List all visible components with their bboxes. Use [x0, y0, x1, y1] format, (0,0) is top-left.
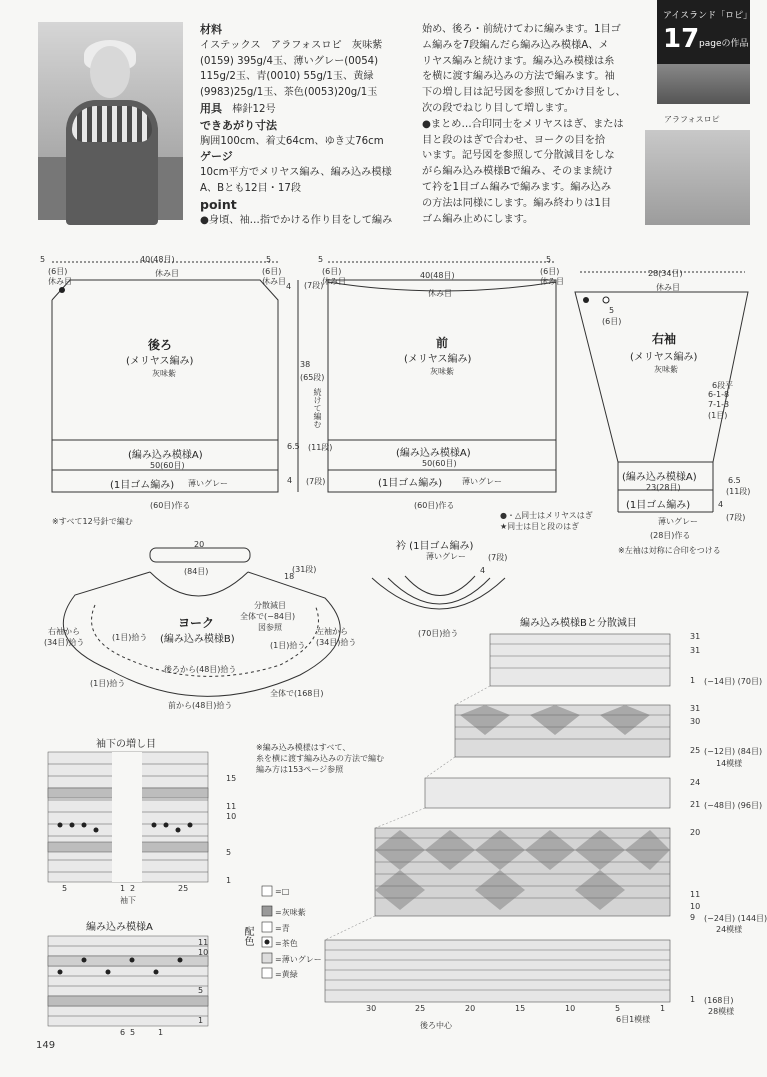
instruction-line: を横に渡す編み込みの方法で編みます。袖 — [422, 71, 615, 83]
yoke-h31: (31段) — [292, 565, 317, 574]
increase-col: 25 — [178, 884, 189, 893]
materials-line: (9983)25g/1玉、茶色(0053)20g/1玉 — [200, 87, 378, 99]
chart-b-row: 31 — [690, 704, 701, 713]
yoke-h18: 18 — [284, 572, 295, 581]
sleeve-title: 右袖 — [652, 332, 677, 346]
tools-heading: 用具 — [200, 101, 222, 115]
size-text: 胸囲100cm、着丈64cm、ゆき丈76cm — [200, 135, 384, 147]
yoke-top: (84目) — [184, 567, 209, 576]
chart-b-note: 28模様 — [708, 1007, 735, 1016]
collar-color: 薄いグレー — [426, 552, 466, 561]
instruction-line: います。記号図を参照して分散減目をしな — [422, 150, 615, 162]
dim-h1b: (7段) — [304, 281, 324, 290]
sleeve-cast: (28目)作る — [650, 531, 691, 540]
size-heading: できあがり寸法 — [200, 118, 277, 132]
instruction-line: ム編みを7段編んだら編み込み模様A、メ — [422, 39, 609, 51]
instruction-line: 始め、後ろ・前続けてわに編みます。1目ゴ — [422, 24, 621, 35]
chart-b-note: (−14目) (70目) — [704, 677, 763, 686]
yoke-back: 後ろから(48目)拾う — [164, 665, 237, 674]
dim-h4: 4 — [287, 476, 293, 485]
chart-b-col: 5 — [615, 1004, 621, 1013]
swatch-label: アラフォスロピ — [664, 115, 720, 124]
sleeve-rest: 休み目 — [656, 283, 680, 292]
chart-b-row: 30 — [690, 717, 701, 726]
legend-item: =青 — [275, 924, 290, 933]
front-pattern-a: (編み込み模様A) — [396, 448, 471, 459]
sleeve-outline — [575, 292, 748, 462]
front-edge: 休み目 — [322, 277, 346, 286]
chart-b-col: 10 — [565, 1004, 576, 1013]
chart-b-grid — [325, 634, 670, 1002]
instruction-line: ●まとめ…合印同士をメリヤスはぎ、または — [422, 118, 624, 130]
legend-item: =黄緑 — [275, 970, 298, 979]
chart-a-col: 5 — [130, 1028, 136, 1037]
yoke-pick-l: (34目)拾う — [316, 638, 357, 647]
chart-b-note: (−48目) (96目) — [704, 801, 763, 810]
front-rest: 休み目 — [428, 289, 452, 298]
increase-row: 11 — [226, 802, 237, 811]
sleeve-count: 23(28目) — [646, 483, 681, 492]
marker-dot — [603, 297, 609, 303]
legend-title: 配色 — [242, 926, 253, 946]
chart-b-center: 後ろ中心 — [420, 1021, 452, 1030]
yoke-one: (1目)拾う — [90, 679, 126, 688]
back-edge: 5 — [40, 255, 46, 264]
sleeve-top: 28(34目) — [648, 269, 683, 278]
sleeve-inc: 7-1-3 — [708, 400, 730, 409]
increase-col: 2 — [130, 884, 136, 893]
collar-count: (70目)拾う — [418, 629, 459, 638]
increase-col: 1 — [120, 884, 126, 893]
front-stitch: (メリヤス編み) — [404, 354, 472, 365]
yoke-pattern: (編み込み模様B) — [160, 634, 235, 645]
instruction-line: 次の段でねじり目して増します。 — [422, 102, 574, 114]
sleeve-rib: (1目ゴム編み) — [626, 500, 691, 511]
legend-item: =□ — [275, 887, 290, 896]
increase-mark: 袖下 — [120, 896, 136, 905]
legend-item: =薄いグレー — [275, 955, 322, 964]
sleeve-stitch: (メリヤス編み) — [630, 352, 698, 363]
sleeve-inc: (1目) — [708, 411, 728, 420]
materials-line: 115g/2玉、青(0010) 55g/1玉、黄緑 — [200, 71, 374, 83]
collar-h4: 4 — [480, 566, 486, 575]
materials-line: イステックス アラフォスロピ 灰味紫 — [200, 39, 383, 51]
yoke-width: 20 — [194, 540, 205, 549]
yoke-dist: 全体で(−84目) — [240, 612, 296, 621]
front-edge: 5 — [318, 255, 324, 264]
back-count: 50(60目) — [150, 461, 185, 470]
chart-a-row: 10 — [198, 948, 209, 957]
front-edge: 5 — [546, 255, 552, 264]
sleeve-inc: 6-1-8 — [708, 390, 730, 399]
chart-b-row: 31 — [690, 632, 701, 641]
chart-a-col: 1 — [158, 1028, 164, 1037]
chart-b-col: 1 — [660, 1004, 666, 1013]
increase-col: 5 — [62, 884, 68, 893]
front-title: 前 — [436, 336, 449, 350]
collar-h7: (7段) — [488, 553, 508, 562]
back-title: 後ろ — [148, 338, 173, 352]
sleeve-color: 灰味紫 — [654, 365, 678, 374]
chart-a-row: 5 — [198, 986, 204, 995]
chart-a — [48, 936, 208, 1026]
back-width: 40(48目) — [140, 255, 175, 264]
series-number: 17 — [663, 24, 700, 54]
gauge-heading: ゲージ — [200, 150, 233, 164]
chart-b-repeat: 6目1模様 — [616, 1015, 651, 1024]
chart-b-row: 11 — [690, 890, 701, 899]
marker-dot — [59, 287, 65, 293]
yoke-dist: 分散減目 — [254, 601, 286, 610]
front-edge: (6目) — [540, 267, 560, 276]
marker-dot — [583, 297, 589, 303]
dim-h1: 4 — [286, 282, 292, 291]
yoke-dist: 図参照 — [258, 623, 282, 632]
sleeve-inc: 6段平 — [712, 381, 734, 390]
back-cast: (60目)作る — [150, 501, 191, 510]
chart-b-note: 24模様 — [716, 925, 743, 934]
back-edge: (6目) — [262, 267, 282, 276]
increase-row: 10 — [226, 812, 237, 821]
chart-b-title: 編み込み模様Bと分散減目 — [520, 618, 637, 629]
point-heading: point — [200, 196, 237, 212]
sleeve-h2b: (7段) — [726, 513, 746, 522]
increase-row: 5 — [226, 848, 232, 857]
sleeve-note: ※左袖は対称に合印をつける — [618, 546, 721, 555]
sleeve-rib-color: 薄いグレー — [658, 517, 698, 526]
collar-title: 衿 (1目ゴム編み) — [396, 541, 474, 552]
sleeve-h2: 4 — [718, 500, 724, 509]
chart-a-title: 編み込み模様A — [86, 922, 153, 933]
dim-h4b: (7段) — [306, 477, 326, 486]
back-stitch: (メリヤス編み) — [126, 356, 194, 367]
chart-b-note: (−24目) (144目) — [704, 914, 767, 923]
back-edge: 5 — [266, 255, 272, 264]
dim-h2b: (65段) — [300, 373, 325, 382]
back-rib-color: 薄いグレー — [188, 479, 228, 488]
pattern-note: ※編み込み模様はすべて、 糸を横に渡す編み込みの方法で編む 編み方は153ページ参照 — [256, 743, 384, 774]
materials-line: (0159) 395g/4玉、薄いグレー(0054) — [200, 55, 379, 67]
front-width: 40(48目) — [420, 271, 455, 280]
gauge-text: 10cm平方でメリヤス編み、編み込み模様 — [200, 167, 392, 179]
front-edge: 休み目 — [540, 277, 564, 286]
series-page: pageの作品 — [699, 39, 749, 49]
front-color: 灰味紫 — [430, 367, 454, 376]
instruction-line: がら編み込み模様Bで編み、そのまま続け — [422, 166, 613, 178]
instruction-line: リヤス編みと続けます。編み込み模様は糸 — [422, 55, 615, 67]
front-legend: ●・△同士はメリヤスはぎ — [500, 511, 593, 520]
sleeve-h1b: (11段) — [726, 487, 751, 496]
instruction-line: 目と段のはぎで合わせ、ヨークの目を拾 — [422, 134, 606, 146]
dim-h2: 38 — [300, 360, 311, 369]
chart-b-row: 1 — [690, 995, 696, 1004]
instruction-line: 下の増し目は記号図を参照してかけ目をし、 — [422, 87, 626, 99]
back-edge: (6目) — [48, 267, 68, 276]
back-note: ※すべて12号針で編む — [52, 517, 133, 526]
dim-h3: 6.5 — [287, 442, 300, 451]
chart-b-col: 20 — [465, 1004, 476, 1013]
point-text: ●身頃、袖…指でかける作り目をして編み — [200, 214, 393, 226]
chart-b-col: 25 — [415, 1004, 426, 1013]
chart-b-row: 21 — [690, 800, 701, 809]
chart-b-col: 30 — [366, 1004, 377, 1013]
yoke-one: (1目)拾う — [112, 633, 148, 642]
yoke-pick-l: 左袖から — [316, 627, 348, 636]
increase-chart — [48, 752, 208, 882]
back-edge: 休み目 — [262, 277, 286, 286]
sleeve-pattern-a: (編み込み模様A) — [622, 472, 697, 483]
chart-a-row: 1 — [198, 1016, 204, 1025]
chart-b-note: (−12目) (84目) — [704, 747, 763, 756]
chart-b-col: 15 — [515, 1004, 526, 1013]
page-number: 149 — [36, 1040, 56, 1051]
yoke-pick-r: (34目)拾う — [44, 638, 85, 647]
chart-b-note: 14模様 — [716, 759, 743, 768]
yoke-top-rib — [150, 548, 250, 562]
yoke-total: 全体で(168目) — [270, 689, 324, 698]
chart-b-row: 9 — [690, 913, 696, 922]
instruction-line: の方法は同様にします。編み終わりは1目 — [422, 197, 612, 209]
series-name: アイスランド「ロピ」 — [663, 11, 753, 21]
chart-a-col: 6 — [120, 1028, 126, 1037]
increase-row: 1 — [226, 876, 232, 885]
instruction-line: ゴム編み止めにします。 — [422, 213, 534, 225]
chart-b-gridlines — [325, 644, 670, 990]
front-rib: (1目ゴム編み) — [378, 478, 443, 489]
yoke-one: (1目)拾う — [270, 641, 306, 650]
front-count: 50(60目) — [422, 459, 457, 468]
materials-heading: 材料 — [200, 23, 222, 36]
legend-swatches — [262, 886, 272, 978]
yoke-front: 前から(48目)拾う — [168, 701, 233, 710]
dim-h2c: 続けて編む — [313, 388, 322, 428]
back-rest: 休み目 — [155, 269, 179, 278]
yoke-title: ヨーク — [178, 616, 215, 630]
legend-item: =灰味紫 — [275, 908, 306, 917]
legend-item: =茶色 — [275, 939, 298, 948]
back-color: 灰味紫 — [152, 369, 176, 378]
chart-b-row: 25 — [690, 746, 701, 755]
increase-chart-title: 袖下の増し目 — [96, 739, 156, 750]
sleeve-h1: 6.5 — [728, 476, 741, 485]
front-rib-color: 薄いグレー — [462, 477, 502, 486]
gauge-text: A、Bとも12目・17段 — [200, 182, 302, 194]
back-edge: 休み目 — [48, 277, 72, 286]
chart-b-row: 24 — [690, 778, 701, 787]
sleeve-edge: (6目) — [602, 317, 622, 326]
chart-a-row: 11 — [198, 938, 209, 947]
back-rib: (1目ゴム編み) — [110, 480, 175, 491]
chart-b-row: 1 — [690, 676, 696, 685]
chart-b-row: 20 — [690, 828, 701, 837]
chart-b-row: 10 — [690, 902, 701, 911]
dim-h3b: (11段) — [308, 443, 333, 452]
front-edge: (6目) — [322, 267, 342, 276]
front-cast: (60目)作る — [414, 501, 455, 510]
front-legend: ★同士は目と段のはぎ — [500, 522, 580, 531]
tools-text: 棒針12号 — [232, 103, 276, 115]
sleeve-edge: 5 — [609, 306, 615, 315]
increase-row: 15 — [226, 774, 237, 783]
back-pattern-a: (編み込み模様A) — [128, 450, 203, 461]
instruction-line: て衿を1目ゴム編みで編みます。編み込み — [422, 181, 612, 193]
chart-b-note: (168目) — [704, 996, 734, 1005]
yoke-pick-r: 右袖から — [48, 627, 80, 636]
chart-b-row: 31 — [690, 646, 701, 655]
